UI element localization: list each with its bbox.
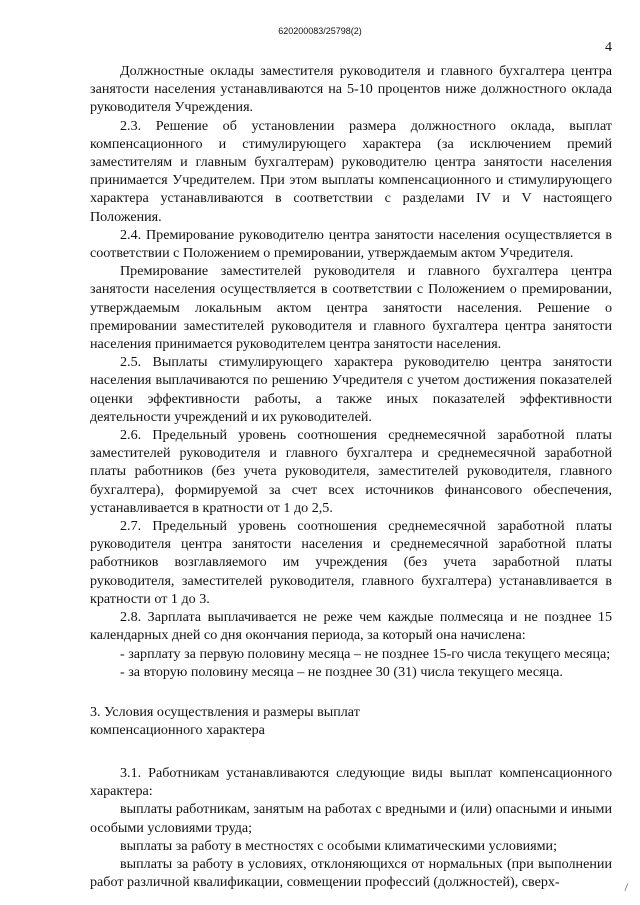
document-body: [90, 62, 612, 891]
list-item-harmful-conditions: выплаты работникам, занятым на работах с вредными и (или) опасными и иными особыми условиями труда;: [90, 801, 612, 836]
section-heading-line2: компенсационного характера: [90, 722, 265, 739]
paragraph-deputy-bonus: Премирование заместителей руководителя и главного бухгалтера центра занятости населения осуществляется в соответствии с Положением о премировании, утверждаемым локальным актом центра занятости населения. Решение о премировании заместителей руководителя и главного бухгалтера центра занятости населения принимается руководителем центра занятости населения.: [90, 263, 612, 353]
list-item-first-half: - зарплату за первую половину месяца – не позднее 15-го числа текущего месяца;: [120, 645, 611, 662]
page-number: 4: [605, 40, 612, 55]
paragraph-2-6: 2.6. Предельный уровень соотношения среднемесячной заработной платы заместителей руководителя и главного бухгалтера и среднемесячной заработной платы работников (без учета руководителя, заместителей руководителя, главного бухгалтера), формируемой за счет всех источников финансового обеспечения, устанавливается в кратности от 1 до 2,5.: [90, 427, 612, 516]
section-heading-line1: 3. Условия осуществления и размеры выплат: [90, 703, 360, 720]
document-number: 620200083/25798(2): [278, 26, 362, 36]
paragraph-3-1: 3.1. Работникам устанавливаются следующие виды выплат компенсационного характера:: [90, 764, 612, 800]
paragraph-2-7: 2.7. Предельный уровень соотношения среднемесячной заработной платы руководителя центра занятости населения и среднемесячной заработной платы работников возглавляемого им учреждения (без учета заработной платы руководителя, заместителей руководителя, главного бухгалтера) устанавливается в кратности от 1 до 3.: [90, 518, 612, 607]
paragraph-2-4: 2.4. Премирование руководителю центра занятости населения осуществляется в соответствии с Положением о премировании, утверждаемым актом Учредителя.: [90, 226, 612, 262]
list-item-abnormal-conditions: выплаты за работу в условиях, отклоняющихся от нормальных (при выполнении работ различной квалификации, совмещении профессий (должностей), сверх-: [90, 855, 612, 891]
paragraph-2-5: 2.5. Выплаты стимулирующего характера руководителю центра занятости населения выплачиваются по решению Учредителя с учетом достижения показателей оценки эффективности работы, а также иных показателей эффективности деятельности учреждений и их руководителей.: [90, 354, 612, 425]
list-item-second-half: - за вторую половину месяца – не позднее 30 (31) числа текущего месяца.: [120, 663, 563, 680]
paragraph-2-8: 2.8. Зарплата выплачивается не реже чем каждые полмесяца и не позднее 15 календарных дней со дня окончания периода, за который она начислена:: [90, 609, 612, 644]
paragraph-deputy-salaries: Должностные оклады заместителя руководителя и главного бухгалтера центра занятости населения устанавливаются на 5-10 процентов ниже должностного оклада руководителя Учреждения.: [90, 63, 612, 116]
corner-mark: /: [624, 880, 628, 894]
section-heading: [90, 703, 612, 740]
list-item-climatic-conditions: выплаты за работу в местностях с особыми климатическими условиями;: [120, 837, 558, 854]
paragraph-2-3: 2.3. Решение об установлении размера должностного оклада, выплат компенсационного и стимулирующего характера (за исключением премий заместителям и главным бухгалтерам) руководителю центра занятости населения принимается Учредителем. При этом выплаты компенсационного и стимулирующего характера устанавливаются в соответствии с разделами IV и V настоящего Положения.: [90, 117, 612, 225]
